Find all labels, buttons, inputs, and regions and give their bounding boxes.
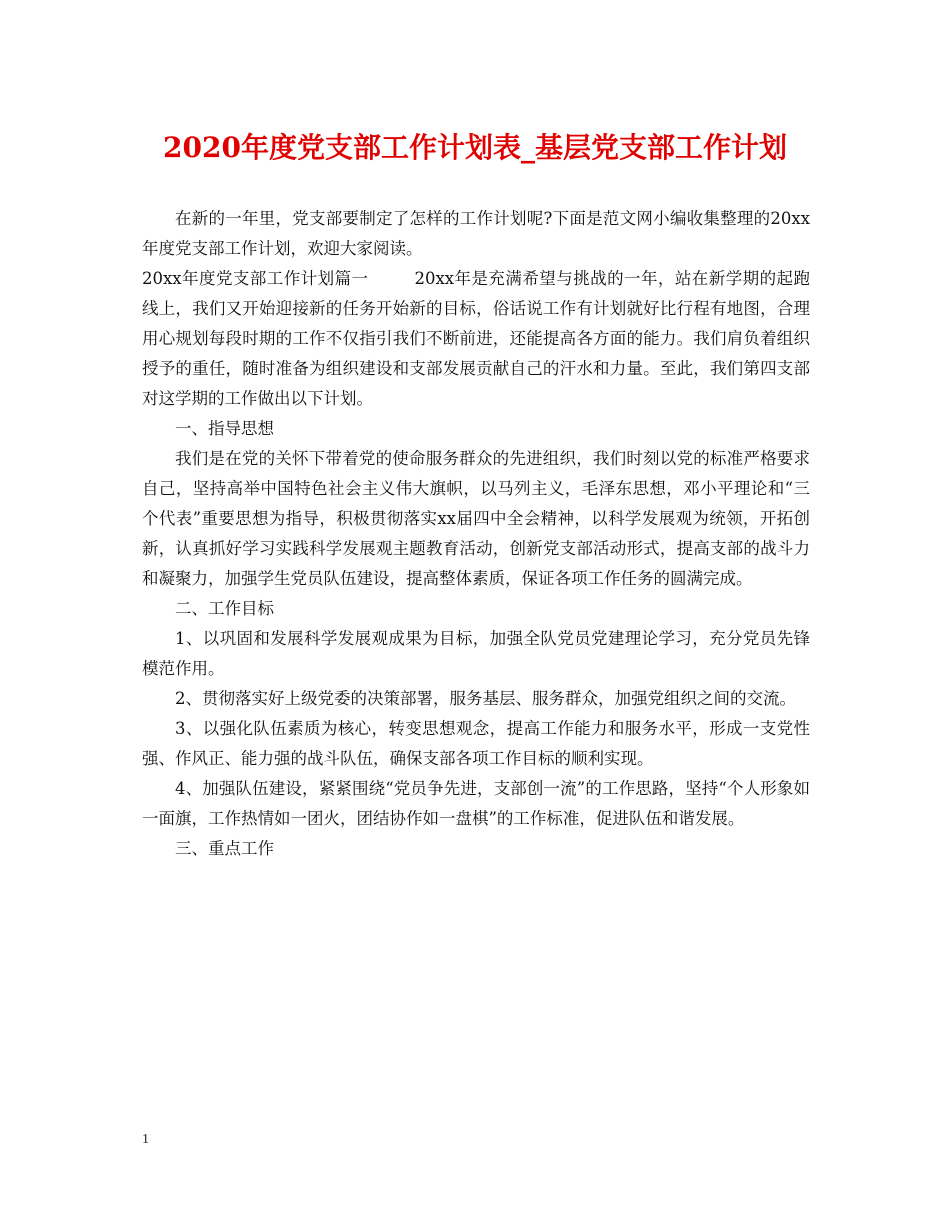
- heading-work-goals: 二、工作目标: [175, 599, 274, 618]
- heading-guiding-ideology: 一、指导思想: [175, 419, 274, 438]
- goal-item-1: 1、以巩固和发展科学发展观成果为目标，加强全队党员党建理论学习，充分党员先锋模范作用。: [142, 629, 810, 678]
- opening-text: 20xx年是充满希望与挑战的一年，站在新学期的起跑线上，我们又开始迎接新的任务开始新的目标，俗话说工作有计划就好比行程有地图，合理用心规划每段时期的工作不仅指引我们不断前进，还能提高各方面的能力。我们肩负着组织授予的重任，随时准备为组织建设和支部发展贡献自己的汗水和力量。至此，我们第四支部对这学期的工作做出以下计划。: [142, 269, 810, 408]
- heading-key-work: 三、重点工作: [175, 839, 274, 858]
- intro-paragraph: 在新的一年里，党支部要制定了怎样的工作计划呢?下面是范文网小编收集整理的20xx年度党支部工作计划，欢迎大家阅读。: [142, 209, 810, 258]
- guiding-paragraph: 我们是在党的关怀下带着党的使命服务群众的先进组织，我们时刻以党的标准严格要求自己，坚持高举中国特色社会主义伟大旗帜，以马列主义，毛泽东思想，邓小平理论和“三个代表”重要思想为指导，积极贯彻落实xx届四中全会精神，以科学发展观为统领，开拓创新，认真抓好学习实践科学发展观主题教育活动，创新党支部活动形式，提高支部的战斗力和凝聚力，加强学生党员队伍建设，提高整体素质，保证各项工作任务的圆满完成。: [142, 449, 810, 588]
- document-body: [142, 204, 810, 864]
- section-label: 20xx年度党支部工作计划篇一: [142, 269, 369, 288]
- document-title: 2020年度党支部工作计划表_基层党支部工作计划: [163, 131, 787, 164]
- goal-item-2: 2、贯彻落实好上级党委的决策部署，服务基层、服务群众，加强党组织之间的交流。: [175, 689, 796, 708]
- goal-item-4: 4、加强队伍建设，紧紧围绕“党员争先进，支部创一流”的工作思路，坚持“个人形象如一面旗，工作热情如一团火，团结协作如一盘棋”的工作标准，促进队伍和谐发展。: [142, 779, 810, 828]
- section-opening-paragraph: [142, 264, 810, 414]
- page-number: 1: [142, 1132, 149, 1147]
- goal-item-3: 3、以强化队伍素质为核心，转变思想观念，提高工作能力和服务水平，形成一支党性强、作风正、能力强的战斗队伍，确保支部各项工作目标的顺利实现。: [142, 719, 810, 768]
